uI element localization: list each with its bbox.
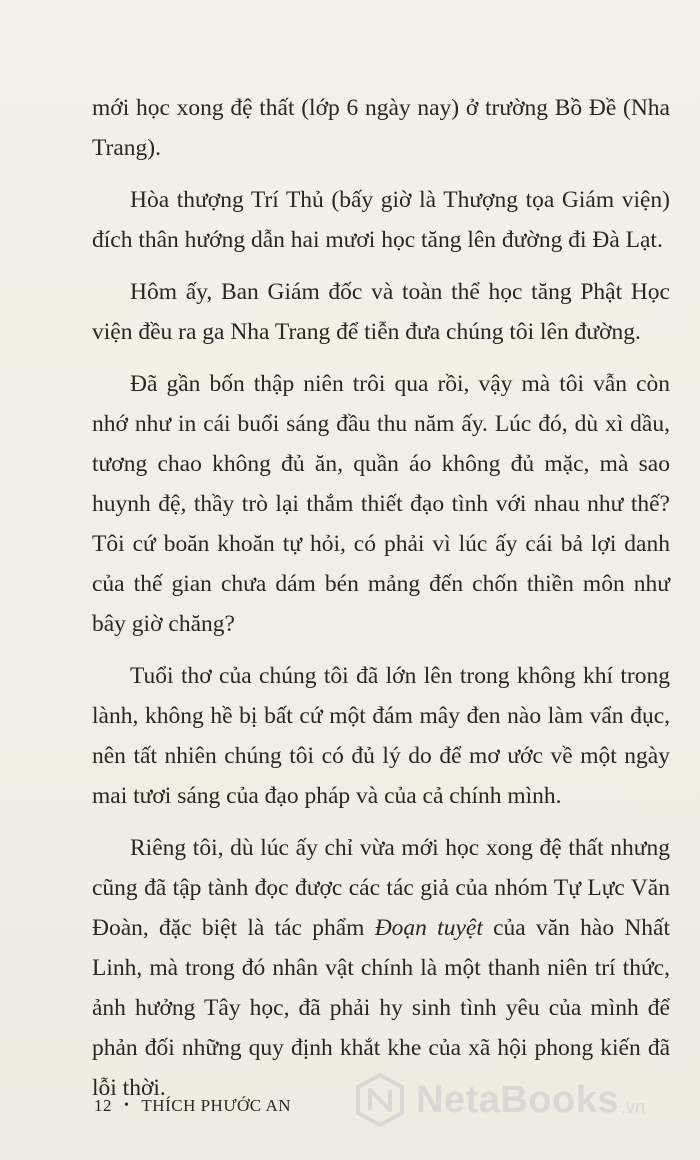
watermark-suffix: .vn — [621, 1096, 646, 1117]
paragraph-5: Tuổi thơ của chúng tôi đã lớn lên trong không khí trong lành, không hề bị bất cứ một đám mây đen nào làm vẩn đục, nên tất nhiên chúng tôi có đủ lý do để mơ ước về một ngày mai tươi sáng của đạo pháp và của cả chính mình. — [92, 663, 670, 809]
page-footer — [94, 1096, 291, 1116]
paragraph-6 — [92, 828, 670, 1108]
author-name: THÍCH PHƯỚC AN — [141, 1096, 291, 1115]
paragraph-3: Hôm ấy, Ban Giám đốc và toàn thể học tăng Phật Học viện đều ra ga Nha Trang để tiễn đưa chúng tôi lên đường. — [92, 279, 670, 345]
body-text — [92, 88, 670, 1120]
watermark-brand: NetaBooks — [416, 1078, 619, 1121]
watermark — [352, 1072, 645, 1128]
book-title-italic: Đoạn tuyệt — [374, 915, 483, 941]
footer-bullet: • — [124, 1098, 130, 1113]
netabooks-logo-icon — [352, 1072, 408, 1128]
paragraph-6-end: của văn hào Nhất Linh, mà trong đó nhân vật chính là một thanh niên trí thức, ảnh hưởng Tây học, đã phải hy sinh tình yêu của mình để phản đối những quy định khắt khe của xã hội phong kiến đã lỗi thời. — [92, 915, 671, 1101]
page-number: 12 — [94, 1096, 112, 1115]
paragraph-1: mới học xong đệ thất (lớp 6 ngày nay) ở trường Bồ Đề (Nha Trang). — [92, 95, 670, 161]
paragraph-6-start: Riêng tôi, dù lúc ấy chỉ vừa mới học xong đệ thất nhưng cũng đã tập tành đọc được các tác giả của nhóm Tự Lực Văn Đoàn, đặc biệt là tác phẩm — [92, 835, 670, 941]
paragraph-4: Đã gần bốn thập niên trôi qua rồi, vậy mà tôi vẫn còn nhớ như in cái buổi sáng đầu thu năm ấy. Lúc đó, dù xì dầu, tương chao không đủ ăn, quần áo không đủ mặc, mà sao huynh đệ, thầy trò lại thắm thiết đạo tình với nhau như thế? Tôi cứ boăn khoăn tự hỏi, có phải vì lúc ấy cái bả lợi danh của thế gian chưa dám bén mảng đến chốn thiền môn như bây giờ chăng? — [92, 371, 670, 637]
paragraph-2: Hòa thượng Trí Thủ (bấy giờ là Thượng tọa Giám viện) đích thân hướng dẫn hai mươi học tăng lên đường đi Đà Lạt. — [92, 187, 670, 253]
